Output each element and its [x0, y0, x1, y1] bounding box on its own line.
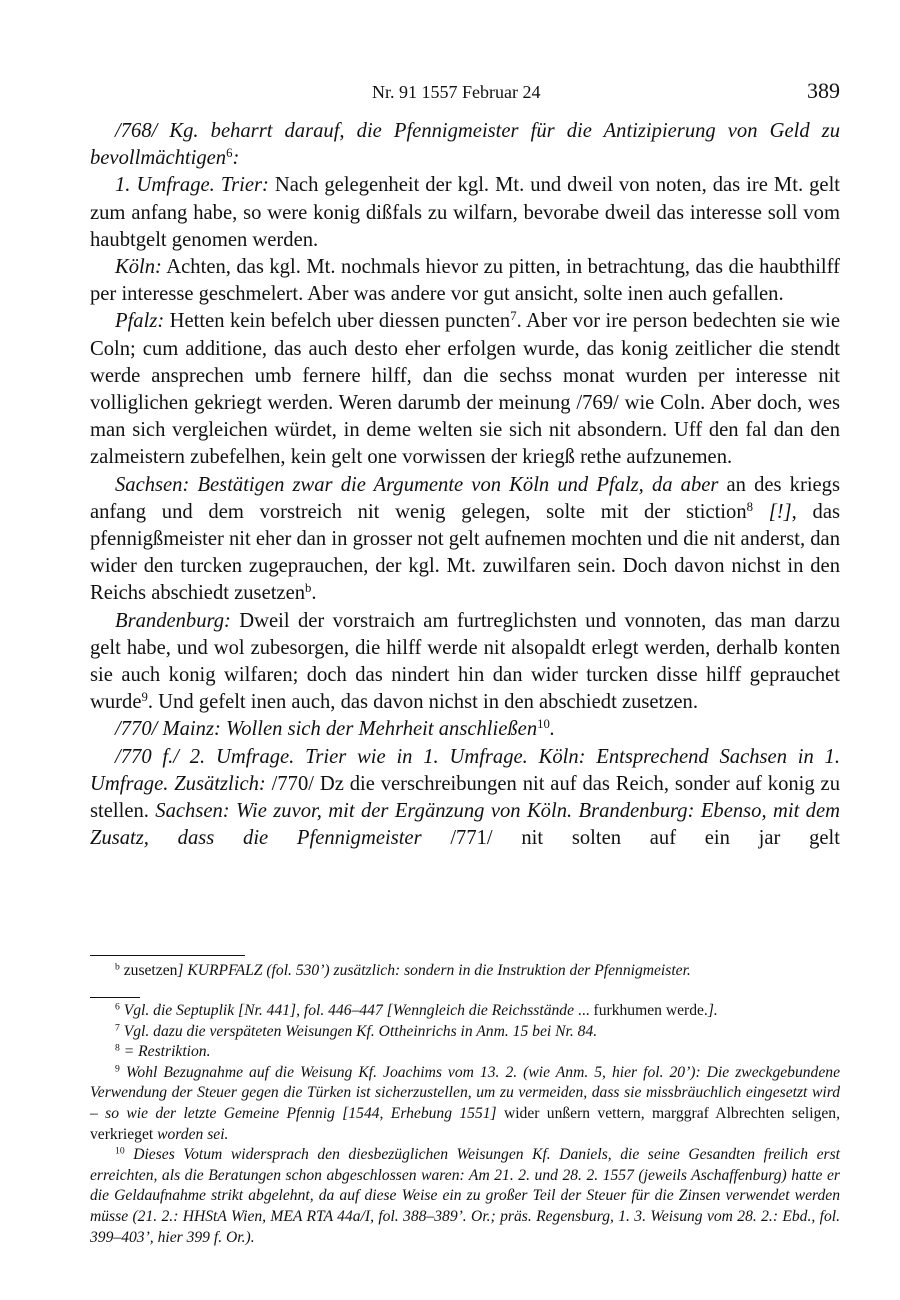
apparatus-note: [90, 961, 840, 982]
paragraph: [90, 118, 840, 172]
note-marker: 8: [115, 1042, 120, 1054]
text-run: Dweil der vorstraich am furtreglichsten und vonnoten, das man darzu gelt habe, und wol zubesorgen, die hilff werde nit alsopaldt erlegt werden, derhalb konten sie auch konig wilfaren; doch das nindert hin dan wider turcken disse hilff geprauchet wurde: [90, 609, 840, 714]
paragraph: [90, 308, 840, 471]
italic-text: Sachsen: Wie zuvor, mit der Ergänzung von Köln. Brandenburg: Ebenso, mit dem Zusatz, dass die Pfennigmeister: [90, 800, 840, 850]
text-run: . Und gefelt inen auch, das davon nichst in den abschiedt zusetzen.: [147, 691, 698, 714]
italic-text: /768/ Kg. beharrt darauf, die Pfennigmeister für die Antizipierung von Geld zu bevollmächtigen: [90, 120, 840, 170]
paragraph: [90, 744, 840, 853]
footnote-divider: [90, 997, 140, 998]
running-title: Nr. 91 1557 Februar 24: [372, 82, 541, 102]
footnote: [90, 1063, 840, 1145]
text-run: Nach gelegenheit der kgl. Mt. und dweil von noten, das ire Mt. gelt zum anfang habe, so were konig dißfals zu wilfarn, bevorabe dweil das interesse soll vom haubtgelt genomen werden.: [90, 174, 841, 251]
text-run: wider unßern vettern, marggraf Albrechten seligen, verkrieget: [90, 1104, 840, 1143]
note-marker: 9: [115, 1063, 120, 1075]
note-marker: 8: [746, 499, 754, 514]
text-run: ... furkhumen werde.: [574, 1002, 708, 1019]
footnote: [90, 1022, 840, 1043]
italic-text: Pfalz:: [115, 310, 165, 333]
critical-apparatus: [90, 961, 840, 982]
text-run: Achten, das kgl. Mt. nochmals hievor zu pitten, in betrachtung, das die haubthilff per interesse geschmelert. Aber was andere vor gut ansicht, solte inen auch gefallen.: [90, 256, 840, 306]
paragraph: [90, 472, 840, 608]
italic-text: /770/ Mainz: Wollen sich der Mehrheit anschließen: [115, 718, 538, 741]
text-run: . Aber vor ire person bedechten sie wie Coln; cum additione, das auch desto eher erfolgen wurde, das konig zeitlicher die stendt werde ansprechen umb fernere hilff, dan die sechss monat wurden per interesse nit volliglichen gekriegt werden. Weren darumb der meinung /769/ wie Coln. Aber doch, wes man sich vergleichen würdet, in deme welten sie sich nit absondern. Uff den fal dan den zalmeistern zubefelhen, kein gelt one vorwissen der kriegß rethe aufzunemen.: [90, 310, 841, 469]
note-marker: 9: [141, 690, 148, 705]
italic-text: Dieses Votum widersprach den diesbezüglichen Weisungen Kf. Daniels, die seine Gesandten freilich erst erreichten, als die Beratungen schon abgeschlossen waren: Am 21. 2. und 28. 2. 1557 (jeweils Aschaffenburg) hatte er die Geldaufnahme strikt abgelehnt, da auf diese Weise ein zu großer Teil der Steuer für die Zinsen verwendet werden müsse (21. 2.: HHStA Wien, MEA RTA 44a/I, fol. 388–389’. Or.; präs. Regensburg, 1. 3. Weisung vom 28. 2.: Ebd., fol. 399–403’, hier 399 f. Or.).: [90, 1146, 840, 1246]
italic-text: = Restriktion.: [119, 1043, 211, 1061]
text-run: Hetten kein befelch uber diessen puncten: [164, 310, 511, 333]
italic-text: ] KURPFALZ (fol. 530’) zusätzlich: sondern in die Instruktion der Pfennigmeister.: [177, 962, 691, 979]
text-run: [753, 501, 769, 523]
note-marker: b: [115, 961, 120, 973]
italic-text: ].: [707, 1002, 718, 1019]
note-marker: 7: [115, 1022, 120, 1034]
italic-text: Brandenburg:: [115, 609, 231, 632]
text-run: zusetzen: [119, 962, 178, 979]
italic-text: :: [232, 147, 240, 170]
page-number: 389: [807, 78, 840, 103]
italic-text: Sachsen: Bestätigen zwar die Argumente von Köln und Pfalz, da aber: [115, 473, 719, 496]
note-marker: 6: [226, 146, 233, 161]
italic-text: [!]: [768, 500, 792, 523]
italic-text: Köln:: [115, 256, 162, 279]
text-run: , das pfennigßmeister nit eher dan in grosser not gelt aufnemen mochten und die nit anderst, dan wider den turcken zugeprauchen, der kgl. Mt. zuwilfaren sein. Doch davon nichst in den Reichs abschiedt zusetzen: [90, 500, 841, 605]
italic-text: .: [549, 718, 556, 741]
note-marker: b: [305, 581, 312, 596]
text-run: an des kriegs anfang und dem vorstreich nit wenig gelegen, solte mit der stiction: [90, 473, 840, 523]
page-header: [90, 78, 840, 108]
footnote: [90, 1042, 840, 1063]
note-marker: 6: [115, 1001, 120, 1013]
main-text: [90, 118, 840, 852]
italic-text: /770 f./ 2. Umfrage. Trier wie in 1. Umfrage. Köln: Entsprechend Sachsen in 1. Umfrage. Zusätzlich:: [90, 745, 840, 795]
italic-text: Wohl Bezugnahme auf die Weisung Kf. Joachims vom 13. 2. (wie Anm. 5, hier fol. 20’): Die zweckgebundene Verwendung der Steuer gegen die Türken ist sicherzustellen, um zu vermeiden, dass sie missbräuchlich eingesetzt wird – so wie der letzte Gemeine Pfennig [1544, Erhebung 1551]: [90, 1063, 840, 1122]
footnotes: [90, 1001, 840, 1248]
note-marker: 7: [510, 309, 517, 324]
paragraph: [90, 172, 840, 254]
note-marker: 10: [115, 1145, 125, 1157]
paragraph: [90, 254, 840, 308]
text-run: /771/ nit solten auf ein jar gelt: [421, 827, 840, 850]
text-run: .: [311, 582, 317, 605]
italic-text: Vgl. die Septuplik [Nr. 441], fol. 446–447 [Wenngleich die Reichsstände: [119, 1002, 575, 1019]
paragraph: [90, 716, 840, 743]
note-marker: 10: [537, 717, 550, 732]
italic-text: Vgl. dazu die verspäteten Weisungen Kf. Ottheinrichs in Anm. 15 bei Nr. 84.: [119, 1022, 598, 1040]
apparatus-divider: [90, 955, 245, 956]
italic-text: worden sei.: [157, 1125, 229, 1143]
footnote: [90, 1001, 840, 1022]
footnote: [90, 1145, 840, 1248]
text-run: /770/ Dz die verschreibungen nit auf das Reich, sonder auf konig zu stellen.: [90, 772, 840, 823]
paragraph: [90, 608, 840, 717]
italic-text: 1. Umfrage. Trier:: [115, 174, 269, 197]
